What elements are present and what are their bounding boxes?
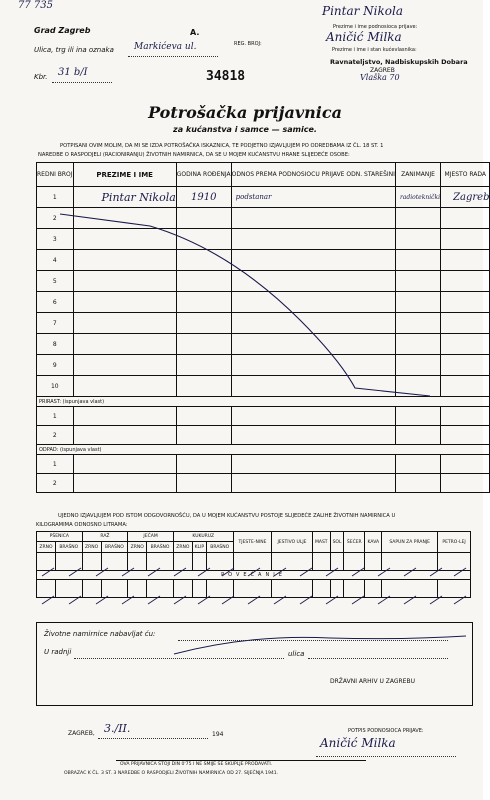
purchase-strike (170, 628, 470, 658)
row-number: 1 (37, 187, 74, 208)
col-header-occupation: ZANIMANJE (395, 163, 440, 187)
col-header-year: GODINA ROĐENJA (176, 163, 231, 187)
supply-col: SAPUN ZA PRANJE (382, 532, 438, 553)
sub-col: BRAŠNO (101, 542, 128, 553)
signature-footer: Aničić Milka (320, 736, 396, 750)
row-number: 1 (37, 407, 74, 426)
signature-top: Pintar Nikola (322, 4, 403, 18)
street-value: Markićeva ul. (134, 42, 197, 52)
sub-col: BRAŠNO (147, 542, 174, 553)
sub-col: ZRNO (128, 542, 147, 553)
intro-line2: NAREDBE O RASPODJELI (RACIONIRANJU) ŽIVOTNIH NAMIRNICA, DA SE U MOJEM KUĆANSTVU HRANE SLIJEDEĆE OSOBE: (38, 152, 350, 158)
row-number: 9 (37, 355, 74, 376)
street-label-2: ulica (288, 650, 305, 658)
person-occupation: radioteknički (395, 187, 440, 208)
grain-header: KUKURUZ (173, 532, 233, 542)
row-number: 10 (37, 376, 74, 397)
landlord-street: Vlaška 70 (360, 73, 400, 82)
intro-line1: POTPISANI OVIM MOLIM, DA MI SE IZDA POTROŠAČKA ISKAZNICA, TE PODJETNO IZJAVLJUJEM PO ODREDBAMA IZ ČL. 18 ST. 1 (60, 143, 384, 149)
form-title: Potrošačka prijavnica (148, 103, 342, 122)
sub-col: KLIP (192, 542, 206, 553)
col-header-no: REDNI BROJ (37, 163, 74, 187)
street-label: Ulica, trg ili ina oznaka (34, 46, 114, 54)
row-number: 7 (37, 313, 74, 334)
landlord-label: Prezime i ime i stan kućevlasnika: (332, 47, 417, 53)
departure-label: ODPAD: (ispunjava vlast) (37, 445, 490, 455)
signature-label: Prezime i ime podnosioca prijave: (333, 24, 418, 30)
grain-header: JEČAM (128, 532, 174, 542)
supply-col: TJESTE-NINE (233, 532, 272, 553)
row-number: 5 (37, 271, 74, 292)
shop-label: U radnji (44, 648, 72, 656)
row-number: 1 (37, 455, 74, 474)
purchase-label: Životne namirnice nabavljat ću: (44, 630, 156, 638)
col-header-name: PREZIME I IME (73, 163, 176, 187)
row-number: 2 (37, 208, 74, 229)
signature-second: Aničić Milka (326, 30, 402, 44)
handwritten-number: 77 735 (18, 0, 53, 11)
supply-col: ŠEĆER (344, 532, 365, 553)
col-header-relation: ODNOS PREMA PODNOSIOCU PRIJAVE ODN. STAREŠINI (231, 163, 395, 187)
kbr-value: 31 b/I (58, 67, 88, 78)
archive-stamp: DRŽAVNI ARHIV U ZAGREBU (330, 678, 415, 685)
form-subtitle: za kućanstva i samce — samice. (173, 125, 317, 134)
supplies-line2: KILOGRAMIMA ODNOSNO LITRAMA: (36, 522, 128, 528)
landlord-stamp: Ravnateljstvo, Nadbiskupskih Dobara (330, 58, 468, 66)
supplies-line1: UJEDNO IZJAVLJUJEM POD ISTOM ODGOVORNOŠĆU, DA U MOJEM KUĆANSTVU POSTOJE SLIJEDEĆE ZALIHE ŽIVOTNIH NAMIRNICA U (58, 513, 396, 519)
city-label: Grad Zagreb (34, 26, 91, 35)
supply-col: KAVA (365, 532, 382, 553)
sub-col: BRAŠNO (206, 542, 233, 553)
reg-broj-label: REG. BROJ: (234, 41, 262, 47)
footnote-1: OVA PRIJAVNICA STOJI DIN 0'75 I NE SMIJE SE SKUPLJE PRODAVATI. (120, 762, 273, 767)
person-name: Pintar Nikola (73, 187, 176, 208)
person-relation: podstanar (231, 187, 395, 208)
supplies-dashes (36, 562, 471, 612)
supply-col: PETRO-LEJ (438, 532, 471, 553)
sub-col: ZRNO (173, 542, 192, 553)
place-label: ZAGREB, (68, 730, 95, 737)
row-number: 2 (37, 474, 74, 493)
landlord-city: ZAGREB (370, 67, 395, 74)
row-number: 6 (37, 292, 74, 313)
kbr-label: Kbr. (34, 73, 48, 81)
supply-col: JESTIVO ULJE (272, 532, 312, 553)
grain-header: PŠENICA (37, 532, 83, 542)
signature-footer-label: POTPIS PODNOSIOCA PRIJAVE: (348, 728, 424, 734)
grain-header: RAŽ (82, 532, 128, 542)
serial-number: 34818 (206, 69, 246, 84)
row-number: 3 (37, 229, 74, 250)
person-workplace: Zagreb (441, 187, 490, 208)
row-number: 4 (37, 250, 74, 271)
letter-a: A. (190, 28, 200, 37)
footnote-2: OBRAZAC K ČL. 3 ST. 3 NAREDBE O RASPODJELI ŽIVOTNIH NAMIRNICA OD 27. SIJEČNJA 1941. (64, 771, 279, 776)
col-header-workplace: MJESTO RADA (441, 163, 490, 187)
person-year: 1910 (176, 187, 231, 208)
year-value: 194 (212, 731, 224, 738)
increase-label: POVEĆANJE (37, 571, 471, 580)
sub-col: BRAŠNO (55, 542, 82, 553)
date-value: 3./II. (104, 722, 131, 735)
sub-col: ZRNO (82, 542, 101, 553)
row-number: 8 (37, 334, 74, 355)
supply-col: MAST (312, 532, 330, 553)
arrival-label: PRIRAST: (ispunjava vlast) (37, 397, 490, 407)
supply-col: SOL (330, 532, 343, 553)
row-number: 2 (37, 426, 74, 445)
sub-col: ZRNO (37, 542, 56, 553)
